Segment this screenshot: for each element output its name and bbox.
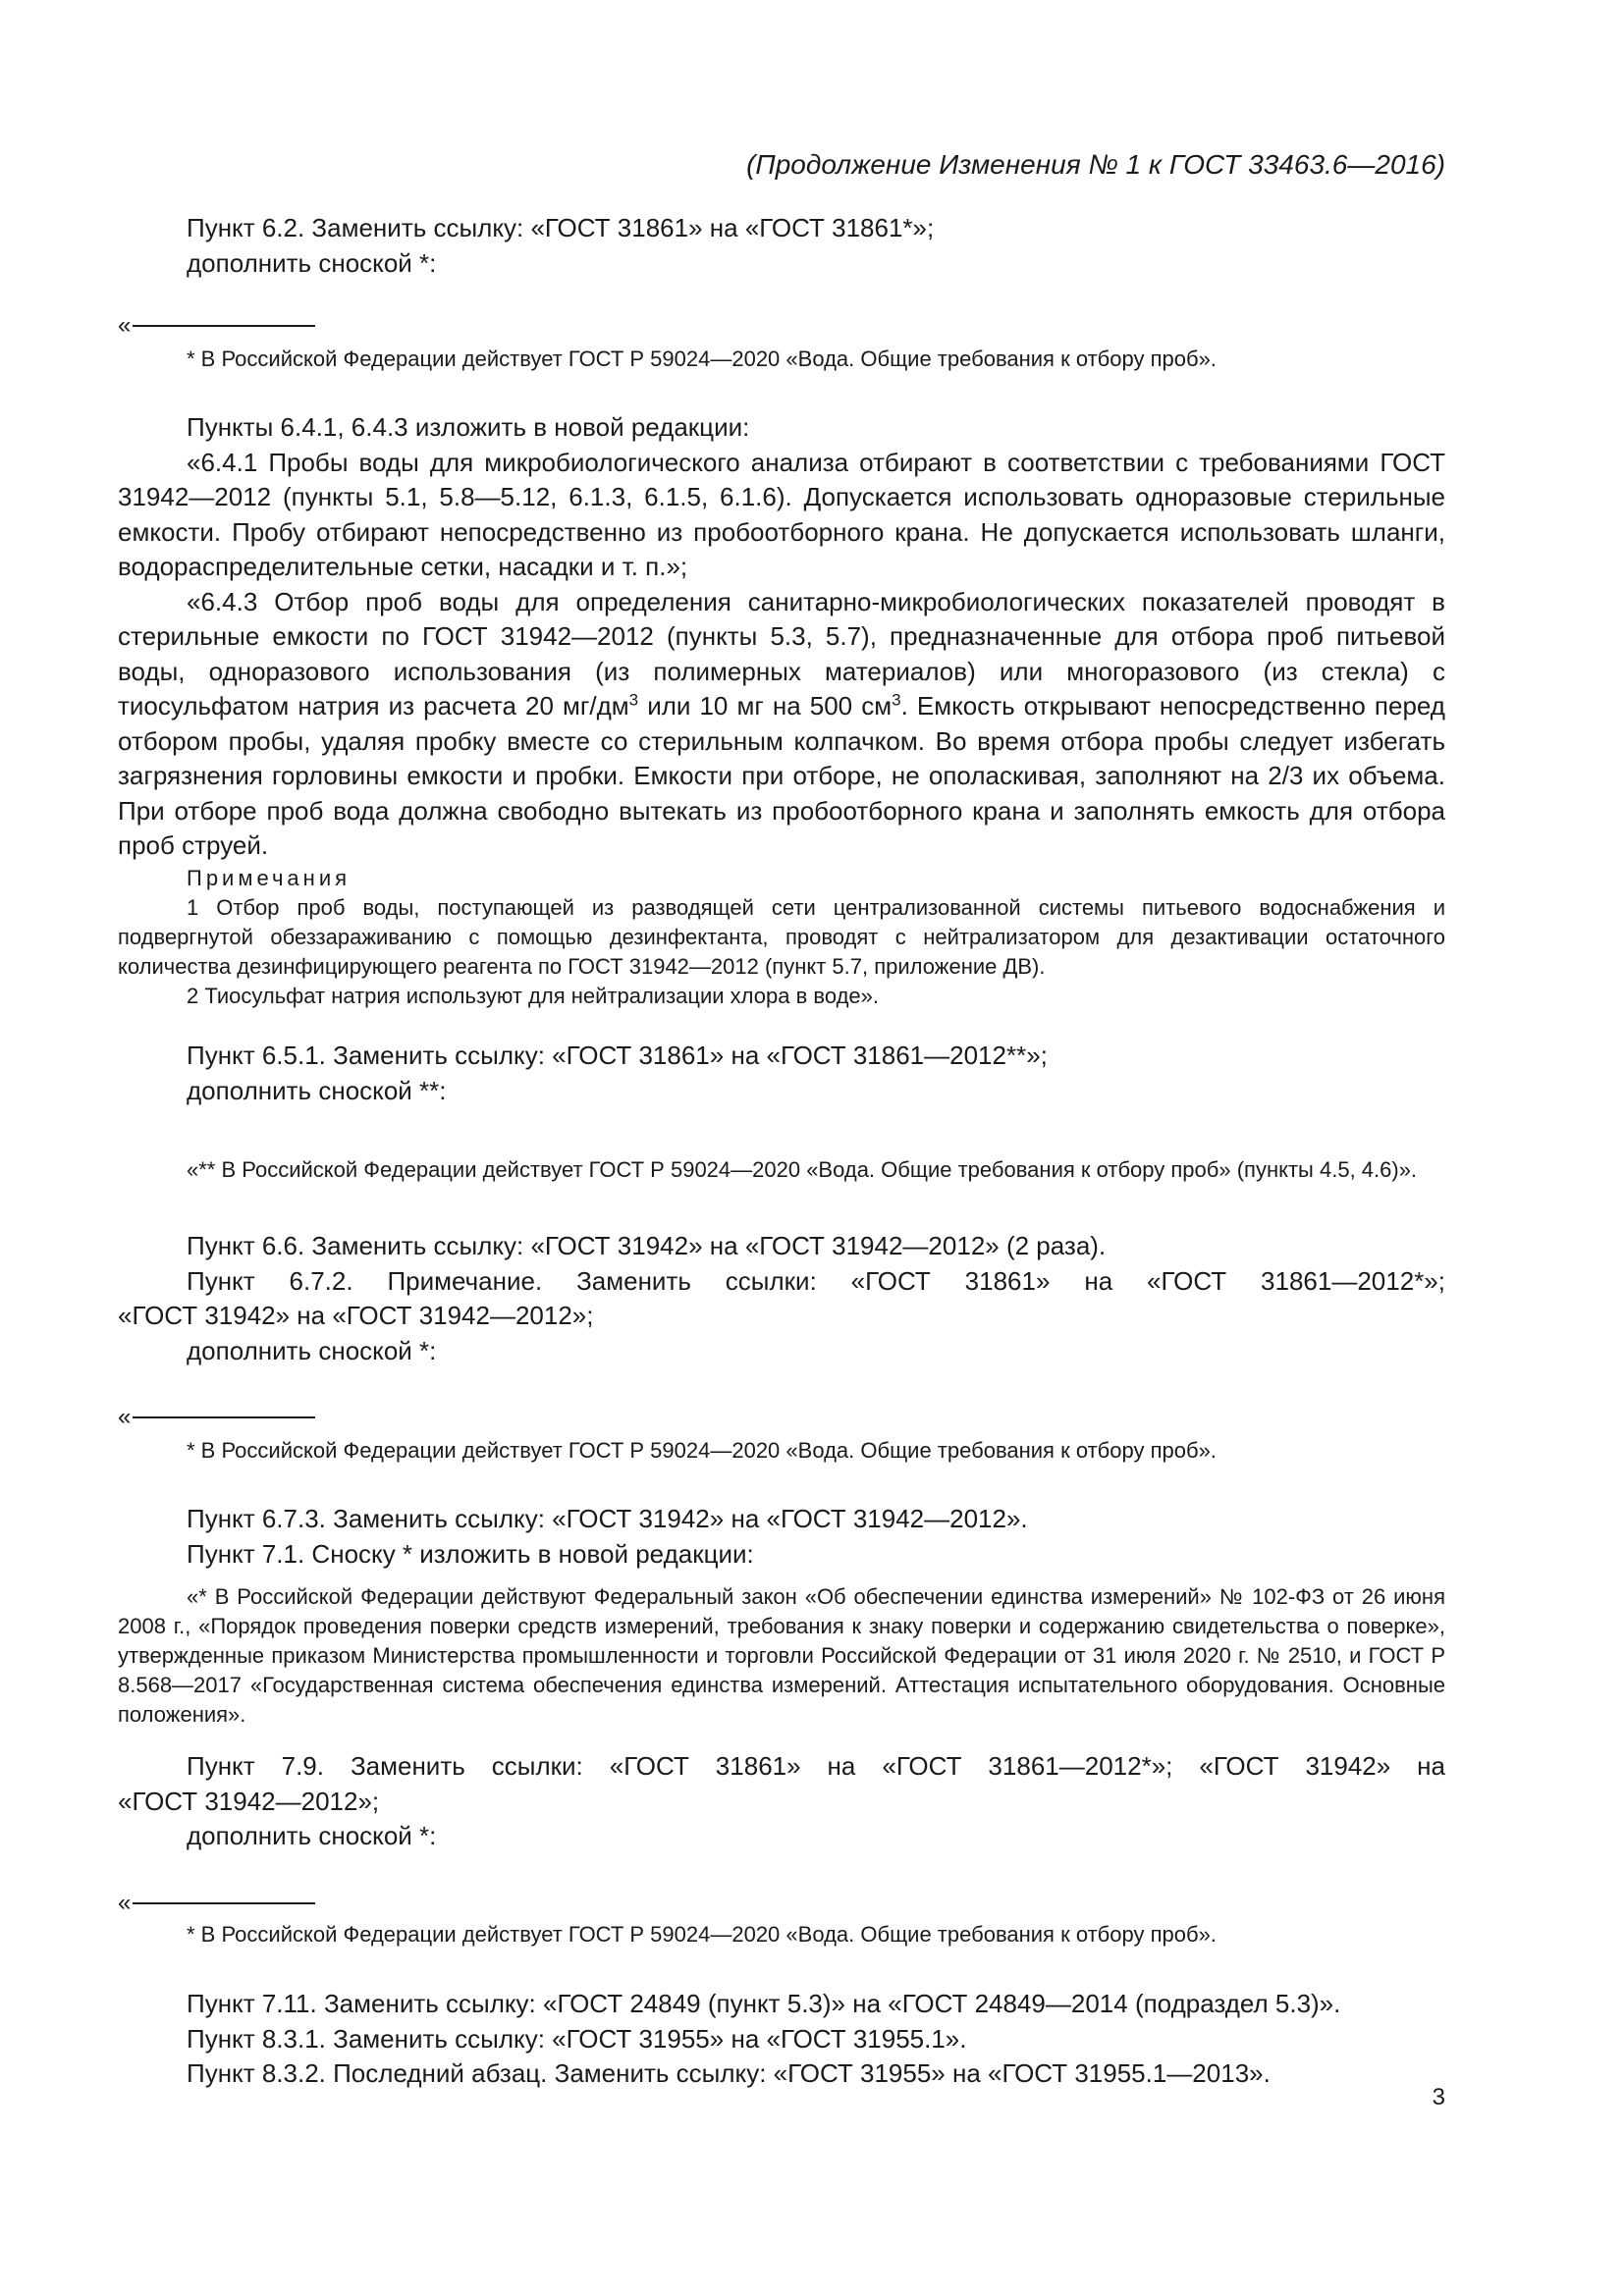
amendment-6-2 <box>118 211 1445 281</box>
footnote-4 <box>118 1582 1445 1730</box>
amendment-line: Пункт 7.11. Заменить ссылку: «ГОСТ 24849 (пункт 5.3)» на «ГОСТ 24849—2014 (подраздел 5.3)». <box>187 1989 1341 2018</box>
separator-rule <box>133 1902 315 1904</box>
amendment-line: Пункт 6.7.2. Примечание. Заменить ссылки: «ГОСТ 31861» на «ГОСТ 31861—2012*»; <box>187 1265 1445 1296</box>
footnote-separator <box>118 1406 315 1429</box>
superscript: 3 <box>628 690 639 710</box>
notes-section <box>118 864 1445 1011</box>
footnote-text: * В Российской Федерации действует ГОСТ Р 59024—2020 «Вода. Общие требования к отбору проб». <box>187 1438 1217 1463</box>
footnote-3 <box>118 1436 1445 1466</box>
footnote-separator <box>118 1892 315 1915</box>
paragraph-6-4-3 <box>118 585 1445 864</box>
separator-rule <box>133 325 315 327</box>
footnote-text: «** В Российской Федерации действует ГОСТ Р 59024—2020 «Вода. Общие требования к отбору проб» (пункты 4.5, 4.6)». <box>187 1157 1418 1182</box>
text-run: или 10 мг на 500 см <box>638 691 893 721</box>
amendment-6-5-1 <box>118 1039 1445 1108</box>
quote-mark: « <box>118 1890 132 1916</box>
amendment-line: дополнить сноской *: <box>187 1821 437 1850</box>
note-1: 1 Отбор проб воды, поступающей из разводящей сети централизованной системы питьевого водоснабжения и подвергнутой обеззараживанию с помощью дезинфектанта, проводят с нейтрализатором для дезактивации остаточного количества дезинфицирующего реагента по ГОСТ 31942—2012 (пункт 5.7, приложение ДВ). <box>118 895 1445 979</box>
amendment-line: дополнить сноской *: <box>187 247 437 278</box>
superscript: 3 <box>892 690 901 710</box>
amendment-line: дополнить сноской **: <box>187 1075 447 1105</box>
amendment-6-7-3-7-1 <box>118 1502 1445 1572</box>
amendment-line: Пункты 6.4.1, 6.4.3 изложить в новой редакции: <box>187 412 750 442</box>
amendment-6-4 <box>118 410 1445 864</box>
separator-rule <box>133 1416 315 1418</box>
paragraph-6-4-1: «6.4.1 Пробы воды для микробиологического анализа отбирают в соответствии с требованиями ГОСТ 31942—2012 (пункты 5.1, 5.8—5.12, 6.1.3, 6.1.5, 6.1.6). Допускается использовать одноразовые стерильные емкости. Пробу отбирают непосредственно из пробоотборного крана. Не допускается использовать шланги, водораспределительные сетки, насадки и т. п.»; <box>118 447 1445 581</box>
amendment-line: Пункт 7.9. Заменить ссылки: «ГОСТ 31861» на «ГОСТ 31861—2012*»; «ГОСТ 31942» на <box>187 1751 1445 1781</box>
footnote-1 <box>118 345 1445 374</box>
text-run: «6.4.3 Отбор проб воды для определения санитарно-микробиологических показателей проводят в стерильные емкости по ГОСТ 31942—2012 (пункты 5.3, 5.7), предназначенные для отбора проб питьевой воды, одноразового использования (из полимерных материалов) или многоразового (из стекла) с тиосульфатом натрия из расчета 20 мг/дм <box>118 586 1445 721</box>
note-2: 2 Тиосульфат натрия используют для нейтрализации хлора в воде». <box>187 984 879 1008</box>
amendment-7-9 <box>118 1749 1445 1854</box>
amendment-line: Пункт 8.3.2. Последний абзац. Заменить ссылку: «ГОСТ 31955» на «ГОСТ 31955.1—2013». <box>187 2058 1271 2088</box>
running-header: (Продолжение Изменения № 1 к ГОСТ 33463.6—2016) <box>746 149 1445 180</box>
amendment-line: Пункт 6.6. Заменить ссылку: «ГОСТ 31942» на «ГОСТ 31942—2012» (2 раза). <box>187 1231 1107 1260</box>
amendment-line: Пункт 8.3.1. Заменить ссылку: «ГОСТ 31955» на «ГОСТ 31955.1». <box>187 2023 967 2054</box>
footnote-separator <box>118 314 315 338</box>
amendment-line: Пункт 6.2. Заменить ссылку: «ГОСТ 31861» на «ГОСТ 31861*»; <box>187 213 935 242</box>
footnote-text: «* В Российской Федерации действуют Федеральный закон «Об обеспечении единства измерений» № 102-ФЗ от 26 июня 2008 г., «Порядок проведения поверки средств измерений, требования к знаку поверки и содержанию свидетельства о поверке», утвержденные приказом Министерства промышленности и торговли Российской Федерации от 31 июля 2020 г. № 2510, и ГОСТ Р 8.568—2017 «Государственная система обеспечения единства измерений. Аттестация испытательного оборудования. Основные положения». <box>118 1584 1445 1727</box>
footnote-text: * В Российской Федерации действует ГОСТ Р 59024—2020 «Вода. Общие требования к отбору проб». <box>187 1922 1217 1947</box>
text-run: . Емкость открывают непосредственно перед отбором пробы, удаляя пробку вместе со стерильным колпачком. Во время отбора пробы следует избегать загрязнения горловины емкости и пробки. Емкости при отборе, не ополаскивая, заполняют на 2/3 их объема. При отборе проб вода должна свободно вытекать из пробоотборного крана и заполнять емкость для отбора проб струей. <box>118 691 1445 860</box>
amendment-7-11-8-3 <box>118 1987 1445 2092</box>
amendment-line: «ГОСТ 31942—2012»; <box>118 1786 380 1816</box>
amendment-line: Пункт 6.5.1. Заменить ссылку: «ГОСТ 31861» на «ГОСТ 31861—2012**»; <box>187 1041 1048 1070</box>
notes-title: Примечания <box>187 866 352 890</box>
amendment-line: Пункт 6.7.3. Заменить ссылку: «ГОСТ 31942» на «ГОСТ 31942—2012». <box>187 1504 1028 1533</box>
amendment-6-6-6-7-2 <box>118 1229 1445 1368</box>
footnote-5 <box>118 1920 1445 1949</box>
footnote-2 <box>118 1155 1445 1185</box>
page-number: 3 <box>1432 2084 1445 2110</box>
amendment-line: Пункт 7.1. Сноску * изложить в новой редакции: <box>187 1538 754 1569</box>
footnote-text: * В Российской Федерации действует ГОСТ Р 59024—2020 «Вода. Общие требования к отбору проб». <box>187 347 1217 371</box>
amendment-line: «ГОСТ 31942» на «ГОСТ 31942—2012»; <box>118 1301 594 1330</box>
quote-mark: « <box>118 1404 132 1430</box>
amendment-line: дополнить сноской *: <box>187 1335 437 1365</box>
quote-mark: « <box>118 312 132 339</box>
